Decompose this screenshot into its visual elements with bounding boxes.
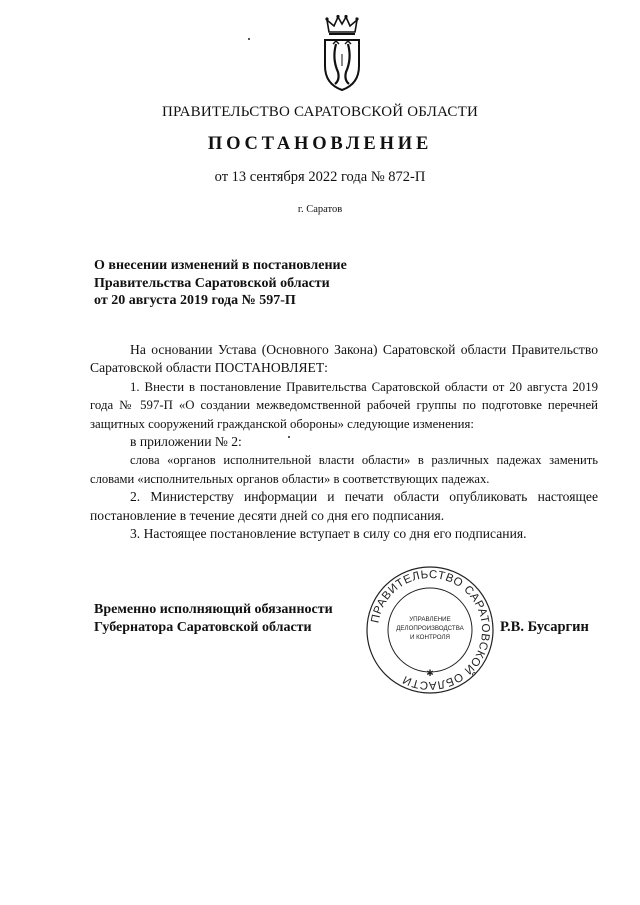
subject-line: Правительства Саратовской области: [94, 275, 330, 291]
signatory-name: Р.В. Бусаргин: [500, 619, 589, 635]
subject-line: О внесении изменений в постановление: [94, 258, 347, 273]
subject-line: от 20 августа 2019 года № 597-П: [94, 293, 296, 308]
scan-speck: [248, 38, 250, 40]
document-date-number: от 13 сентября 2022 года № 872-П: [214, 169, 426, 185]
change-paragraph: слова «органов исполнительной власти области» в различных падежах заменить словами «исполнительных органов области» в соответствующих падежах.: [90, 453, 598, 486]
annex-paragraph: в приложении № 2:: [130, 434, 242, 450]
document-body: [90, 341, 598, 543]
item-1-paragraph: 1. Внести в постановление Правительства Саратовской области от 20 августа 2019 года № 597-П «О создании межведомственной рабочей группы по подготовке перечней защитных сооружений гражданской обороны» следующие изменения:: [90, 379, 598, 431]
preamble-paragraph: На основании Устава (Основного Закона) Саратовской области Правительство Саратовской области ПОСТАНОВЛЯЕТ:: [90, 342, 598, 376]
item-2-paragraph: 2. Министерству информации и печати области опубликовать настоящее постановление в течение десяти дней со дня его подписания.: [90, 489, 598, 523]
seal-inner-line: ДЕЛОПРОИЗВОДСТВА: [396, 625, 464, 632]
seal-inner-line: И КОНТРОЛЯ: [409, 634, 451, 641]
scan-speck: [288, 436, 290, 438]
item-3-paragraph: 3. Настоящее постановление вступает в силу со дня его подписания.: [130, 526, 527, 542]
seal-ring-text: ПРАВИТЕЛЬСТВО САРАТОВСКОЙ ОБЛАСТИ: [369, 568, 492, 692]
organization-title: ПРАВИТЕЛЬСТВО САРАТОВСКОЙ ОБЛАСТИ: [161, 104, 479, 120]
seal-inner-line: УПРАВЛЕНИЕ: [409, 616, 451, 623]
signatory-position: [94, 601, 333, 637]
document-city: г. Саратов: [297, 204, 343, 215]
coat-of-arms-icon: [320, 14, 364, 92]
document-subject: [94, 257, 347, 310]
position-line: Губернатора Саратовской области: [94, 620, 312, 635]
official-seal-stamp: [364, 564, 496, 696]
seal-star-icon: ✱: [426, 669, 434, 679]
document-type: ПОСТАНОВЛЕНИЕ: [207, 134, 433, 154]
position-line: Временно исполняющий обязанности: [94, 602, 333, 617]
